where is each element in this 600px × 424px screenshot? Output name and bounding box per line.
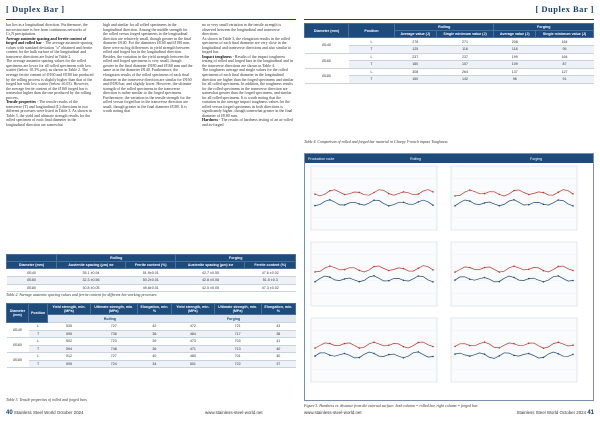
paragraph: - The results of hardness testing of an as-rolled and as-forged: [202, 117, 293, 128]
hardness-point: [528, 269, 530, 271]
hardness-point: [403, 280, 405, 282]
col-header: Ultimate strength, min. (MPa): [214, 304, 261, 315]
table-row: [7, 322, 296, 330]
table-cell: T: [349, 76, 395, 84]
table-cell: L: [349, 38, 395, 46]
table-cell: 473: [172, 338, 215, 346]
hardness-point: [418, 267, 420, 269]
plot-frame: [311, 166, 437, 230]
hardness-point: [314, 205, 316, 207]
table-row: [305, 53, 594, 61]
hardness-point: [359, 192, 361, 194]
table-cell: 727: [90, 322, 137, 330]
table-cell: Ø160: [7, 338, 29, 353]
col-header: Elongation, min. %: [137, 304, 171, 315]
hardness-point: [572, 280, 574, 282]
hardness-point: [403, 357, 405, 359]
table-cell: Ø140: [305, 38, 349, 53]
hardness-point: [403, 268, 405, 270]
hardness-point: [469, 267, 471, 269]
table-cell: 535: [48, 322, 91, 330]
table-cell: 41: [261, 338, 295, 346]
hardness-point: [344, 204, 346, 206]
col-header: Single minimum value (J): [536, 31, 594, 38]
table-cell: T: [29, 345, 48, 353]
paragraph: high and similar for all rolled specimens in the longitudinal direction. Among the middle strength for the rolled versus forged specimens in the longitudinal direction are relatively small, though greater in the final diameter Ø140. For the diameters Ø160 and Ø180 mm, there were no big differences in yield strength between rolled and forged bar in the longitudinal direction. Besides, the variation in the yield strength between the rolled and forged specimens is very small, though greater in the final diameter Ø180 and Ø160 mm and the same as in the diameter Ø140. Furthermore, the elongation results of the rolled specimens of each final diameter in the transverse direction are similar for Ø160 and Ø180 bar, and slightly lower. However, the ultimate strength of the rolled specimens in the transverse direction is rather similar to the forged specimens. Furthermore, the variation in the tensile strength for the rolled versus forged bar in the transverse direction are small, though greater in the final diameter Ø180. It is worth noting that: [103, 23, 193, 114]
table-row: [7, 360, 296, 368]
table-cell: 50.2±0.01: [125, 276, 176, 284]
table-row: [7, 345, 296, 353]
hardness-point: [388, 205, 390, 207]
hardness-point: [558, 353, 560, 355]
hardness-point: [329, 354, 331, 356]
right-page: [300, 0, 600, 424]
table-cell: 701: [214, 353, 261, 361]
hardness-point: [344, 194, 346, 196]
hardness-point: [329, 190, 331, 192]
table-cell: 717: [214, 330, 261, 338]
table-cell: 40: [261, 353, 295, 361]
col-header: Elongation, min. %: [261, 304, 295, 315]
table-cell: Ø180: [305, 68, 349, 83]
table-cell: 142: [436, 76, 494, 84]
col-header: Diameter (mm): [7, 262, 57, 269]
table-cell: Ø140: [7, 322, 29, 337]
table-cell: 264: [436, 68, 494, 76]
table-cell: 727: [90, 353, 137, 361]
table-cell: 42.8 ±0.08: [176, 276, 245, 284]
hardness-point: [528, 342, 530, 344]
table-cell: 39: [137, 338, 171, 346]
table-cell: 308: [395, 68, 437, 76]
hardness-point: [432, 346, 434, 348]
hardness-point: [418, 342, 420, 344]
hardness-point: [572, 193, 574, 195]
figure-5-header: [305, 154, 593, 163]
table-cell: Ø140: [7, 269, 57, 277]
table-cell: 164: [536, 38, 594, 46]
table-cell: 713: [214, 345, 261, 353]
table-2: [6, 254, 296, 292]
text-column-1: [6, 23, 94, 255]
col-header: Average value (J): [395, 31, 437, 38]
table-cell: 512: [48, 353, 91, 361]
hardness-point: [388, 354, 390, 356]
hardness-point: [454, 346, 456, 348]
hardness-point: [484, 193, 486, 195]
table-row: [305, 61, 594, 69]
hardness-point: [543, 281, 545, 283]
hardness-point: [499, 355, 501, 357]
table-row: [7, 353, 296, 361]
paragraph: The average austenite spacing values for the rolled specimens are lower for all rolled specimens with low scatter (below 10.3% μm), as shown in Table 2. The average ferrite content of Ø160 and Ø180 bar produced by the rolling process is slightly higher than that of the forged bar with low scatter (below ±0.03). However, the average ferrite content of the Ø160 forged bar is somewhat higher than the one produced by the rolling process.: [6, 58, 94, 100]
table-cell: T: [349, 61, 395, 69]
table-cell: 116: [436, 45, 494, 53]
hardness-point: [499, 194, 501, 196]
hardness-point: [484, 353, 486, 355]
group-forging: Forging: [172, 315, 296, 323]
table-cell: 40: [137, 353, 171, 361]
hardness-point: [314, 347, 316, 349]
col-header: Ultimate strength, min. (MPa): [90, 304, 137, 315]
hardness-point: [344, 343, 346, 345]
table-cell: 35.1 ±0.94: [57, 269, 126, 277]
table-cell: 485: [172, 353, 215, 361]
table-cell: 271: [436, 38, 494, 46]
table-cell: L: [349, 53, 395, 61]
publication-name: Stainless Steel World October 2024: [13, 410, 84, 415]
hardness-point: [403, 346, 405, 348]
plot-frame: [311, 318, 437, 382]
table-cell: 49.8±0.01: [125, 284, 176, 292]
footer: [517, 410, 594, 416]
group-rolling: Rolling: [395, 24, 494, 31]
paragraph: bar lies in a longitudinal direction. Furthermore, the microstructure is free from continuous networks of Cr₂N precipitation.: [6, 23, 88, 37]
table-cell: L: [29, 338, 48, 346]
paragraph: The toughness average and single values for the rolled specimens of each final diameter in the longitudinal direction are higher than the forged specimens and similar for all rolled specimens. In addition, the toughness results for the rolled specimens in the transverse direction are somewhat greater than the forged specimens, and similar for all rolled specimens. It is worth noting that the variation in the average impact toughness values for the rolled versus forged specimens in both directions is significantly higher, though somewhat greater in the final diameter of Ø180 mm.: [202, 67, 294, 118]
footer-url[interactable]: www.stainless-steel-world.net: [304, 410, 362, 415]
table-cell: 38: [261, 330, 295, 338]
hardness-point: [558, 266, 560, 268]
hardness-point: [432, 269, 434, 271]
hardness-point: [558, 342, 560, 344]
col-header: Diameter (mm): [7, 304, 29, 323]
hardness-point: [469, 200, 471, 202]
table-cell: 595: [48, 330, 91, 338]
hardness-point: [359, 347, 361, 349]
col-header: Austenite spacing (μm) ±σ: [176, 262, 245, 269]
table-cell: 594: [48, 345, 91, 353]
table-cell: Ø180: [7, 284, 57, 292]
hardness-point: [388, 193, 390, 195]
hardness-point: [572, 354, 574, 356]
table-cell: 199: [494, 53, 536, 61]
hardness-point: [572, 344, 574, 346]
table-cell: 51.9±0.01: [125, 269, 176, 277]
hardness-point: [359, 203, 361, 205]
hardness-point: [314, 193, 316, 195]
table-cell: 107: [436, 61, 494, 69]
table-cell: 34: [137, 360, 171, 368]
table-cell: 237: [395, 53, 437, 61]
plot-frame: [311, 242, 437, 306]
group-forging: Forging: [494, 24, 594, 31]
table-cell: 703: [214, 338, 261, 346]
hardness-point: [329, 265, 331, 267]
table-cell: 723: [90, 338, 137, 346]
table-cell: L: [29, 322, 48, 330]
hardness-point: [344, 353, 346, 355]
hardness-point: [499, 281, 501, 283]
table-cell: 47.3 ±0.02: [245, 284, 296, 292]
table-cell: 91: [536, 76, 594, 84]
hardness-point: [558, 191, 560, 193]
header-production-route: Production route: [308, 156, 335, 161]
hardness-point: [469, 278, 471, 280]
hardness-point: [359, 281, 361, 283]
col-header: Ferrite content (%): [245, 262, 296, 269]
plot-frame: [451, 242, 577, 306]
hardness-point: [528, 353, 530, 355]
footer-url[interactable]: www.stainless-steel-world.net: [205, 410, 263, 415]
hardness-point: [543, 192, 545, 194]
group-rolling: Rolling: [57, 255, 176, 262]
running-header: [ Duplex Bar ]: [535, 4, 594, 14]
subheading: Tensile properties: [6, 99, 36, 105]
hardness-point: [388, 345, 390, 347]
hardness-point: [432, 205, 434, 207]
hardness-plots: [305, 163, 593, 400]
table-cell: 484: [172, 330, 215, 338]
paragraph: - Results of the impact toughness testing of rolled and forged bars in the longitudinal and in the transverse directions are shown in Table 4.: [202, 53, 293, 68]
table-4-caption: Table 4. Comparison of rolled and forged bar material in Charpy V-notch impact Toughness: [304, 140, 448, 144]
table-cell: L: [29, 353, 48, 361]
hardness-point: [543, 270, 545, 272]
group-forging: Forging: [176, 255, 296, 262]
hardness-point: [454, 195, 456, 197]
table-row: [7, 269, 296, 277]
table-row: [305, 45, 594, 53]
hardness-point: [572, 270, 574, 272]
table-4: [304, 23, 594, 84]
table-cell: 96: [494, 76, 536, 84]
hardness-point: [528, 278, 530, 280]
table-cell: 42.5 ±0.05: [176, 284, 245, 292]
hardness-point: [373, 275, 375, 277]
table-cell: 118: [494, 45, 536, 53]
table-cell: 87: [536, 61, 594, 69]
col-header: Single minimum value (J): [436, 31, 494, 38]
table-cell: 42: [137, 322, 171, 330]
paragraph: As shown in Table 3, the elongation results in the rolled specimens of each final diameter are very close in the longitudinal and transverse directions and also similar to forged bar.: [202, 35, 292, 55]
hardness-point: [513, 355, 515, 357]
hardness-point: [469, 355, 471, 357]
hardness-point: [454, 271, 456, 273]
table-cell: 160: [395, 76, 437, 84]
hardness-point: [469, 189, 471, 191]
col-header: Austenite spacing (μm) ±σ: [57, 262, 126, 269]
header-rule: [304, 19, 594, 20]
header-rule: [6, 19, 296, 20]
table-cell: T: [29, 330, 48, 338]
table-row: [305, 76, 594, 84]
col-header: Position: [349, 24, 395, 38]
table-row: [7, 276, 296, 284]
hardness-point: [314, 271, 316, 273]
hardness-point: [418, 275, 420, 277]
hardness-point: [543, 357, 545, 359]
hardness-point: [484, 267, 486, 269]
hardness-point: [314, 281, 316, 283]
table-cell: 471: [172, 345, 215, 353]
table-3: [6, 303, 296, 368]
table-cell: 30.8 ±0.05: [57, 284, 126, 292]
text-column-3: [202, 23, 295, 255]
hardness-point: [484, 341, 486, 343]
table-cell: Ø160: [305, 53, 349, 68]
hardness-point: [344, 269, 346, 271]
hardness-point: [513, 199, 515, 201]
hardness-point: [418, 193, 420, 195]
table-cell: T: [349, 45, 395, 53]
hardness-point: [499, 271, 501, 273]
table-row: [7, 330, 296, 338]
table-cell: 721: [214, 322, 261, 330]
page-number: 40: [6, 410, 13, 416]
hardness-point: [329, 199, 331, 201]
hardness-point: [359, 357, 361, 359]
hardness-point: [528, 204, 530, 206]
table-cell: 137: [494, 68, 536, 76]
hardness-point: [543, 347, 545, 349]
col-header: Diameter (mm): [305, 24, 349, 38]
col-header: Ferrite content (%): [125, 262, 176, 269]
table-cell: 95: [536, 45, 594, 53]
table-cell: 37: [261, 360, 295, 368]
table-cell: 42.7 ±0.55: [176, 269, 245, 277]
table-cell: 748: [90, 345, 137, 353]
paragraph: no or very small variation in the tensile strength is observed between the longitudinal and transverse directions.: [202, 23, 282, 37]
hardness-point: [418, 351, 420, 353]
hardness-point: [454, 353, 456, 355]
subheading: Hardness: [202, 117, 218, 123]
hardness-point: [432, 191, 434, 193]
table-2-caption: Table 2. Average austenite spacing values and ferrite content for different hot-working processes: [6, 293, 157, 297]
col-header: Yield strength, min. (MPa): [48, 304, 91, 315]
paragraph: - The average austenite spacing values with standard deviation "σ" obtained and ferrite content for the bulk surface of the longitudinal and transverse directions are listed in Table 2.: [6, 40, 93, 59]
hardness-point: [344, 278, 346, 280]
hardness-point: [373, 266, 375, 268]
page-number: 41: [587, 410, 594, 416]
hardness-point: [329, 276, 331, 278]
table-cell: 160: [395, 61, 437, 69]
table-cell: 127: [536, 68, 594, 76]
table-3-caption: Table 3. Tensile properties of rolled and forged bars: [6, 398, 87, 402]
table-cell: Ø180: [7, 353, 29, 368]
table-cell: L: [349, 68, 395, 76]
paragraph: - The tensile results of the transverse (T) and longitudinal (L) directions in two different processes were listed in Table 3. As shown in Table 3, the yield and ultimate strength results for the rolled specimen of each final diameter in the longitudinal direction are somewhat: [6, 99, 92, 128]
table-row: [7, 338, 296, 346]
hardness-point: [484, 202, 486, 204]
hardness-point: [373, 192, 375, 194]
table-cell: 109: [494, 61, 536, 69]
table-cell: 736: [90, 330, 137, 338]
table-cell: Ø160: [7, 276, 57, 284]
plot-frame: [451, 166, 577, 230]
hardness-point: [499, 347, 501, 349]
table-cell: T: [29, 360, 48, 368]
hardness-point: [558, 275, 560, 277]
table-cell: 36: [137, 345, 171, 353]
figure-5-caption: Figure 5. Hardness vs. distance from the external surface: both column = rolled bar, right column = forged bar.: [304, 404, 478, 408]
col-header: Position: [29, 304, 48, 323]
hardness-point: [513, 277, 515, 279]
hardness-point: [403, 191, 405, 193]
table-cell: 724: [90, 360, 137, 368]
col-header: Yield strength, min. (MPa): [172, 304, 215, 315]
figure-5: [304, 153, 594, 401]
subheading: Impact toughness: [202, 53, 232, 59]
hardness-point: [359, 270, 361, 272]
hardness-point: [454, 279, 456, 281]
subheading: Average austenite spacing and ferrite content of forged and rolled bar: [6, 35, 87, 46]
hardness-point: [388, 270, 390, 272]
hardness-point: [373, 341, 375, 343]
hardness-point: [373, 353, 375, 355]
hardness-point: [432, 281, 434, 283]
table-cell: 595: [48, 360, 91, 368]
table-cell: 722: [214, 360, 261, 368]
table-cell: 40: [261, 345, 295, 353]
table-cell: 208: [494, 38, 536, 46]
table-cell: 32.3 ±0.56: [57, 276, 126, 284]
table-cell: 237: [436, 53, 494, 61]
hardness-point: [484, 277, 486, 279]
plot-frame: [451, 318, 577, 382]
hardness-point: [329, 343, 331, 345]
running-header: [ Duplex Bar ]: [6, 4, 65, 14]
hardness-point: [469, 345, 471, 347]
hardness-point: [528, 194, 530, 196]
hardness-point: [432, 356, 434, 358]
table-row: [305, 68, 594, 76]
hardness-point: [418, 201, 420, 203]
table-cell: 472: [172, 322, 215, 330]
hardness-point: [314, 355, 316, 357]
table-cell: 502: [48, 338, 91, 346]
hardness-point: [513, 343, 515, 345]
table-cell: 36: [137, 330, 171, 338]
text-column-2: [103, 23, 193, 255]
table-cell: 164: [536, 53, 594, 61]
hardness-point: [454, 205, 456, 207]
hardness-point: [572, 205, 574, 207]
hardness-point: [543, 204, 545, 206]
hardness-point: [403, 202, 405, 204]
hardness-point: [388, 280, 390, 282]
hardness-point: [499, 205, 501, 207]
table-cell: 51.5 ±0.3: [245, 276, 296, 284]
group-rolling: Rolling: [48, 315, 172, 323]
header-forging: Forging: [530, 156, 543, 161]
table-cell: 47.6 ±0.02: [245, 269, 296, 277]
col-header: Average value (J): [494, 31, 536, 38]
table-cell: 125: [395, 45, 437, 53]
hardness-point: [558, 199, 560, 201]
hardness-point: [513, 190, 515, 192]
table-cell: 43: [261, 322, 295, 330]
hardness-point: [373, 199, 375, 201]
publication-name: Stainless Steel World October 2024: [516, 410, 587, 415]
table-row: [7, 284, 296, 292]
footer: [6, 410, 83, 416]
table-cell: 501: [172, 360, 215, 368]
table-cell: 276: [395, 38, 437, 46]
table-row: [305, 38, 594, 46]
hardness-point: [513, 265, 515, 267]
header-rolling: Rolling: [410, 156, 421, 161]
